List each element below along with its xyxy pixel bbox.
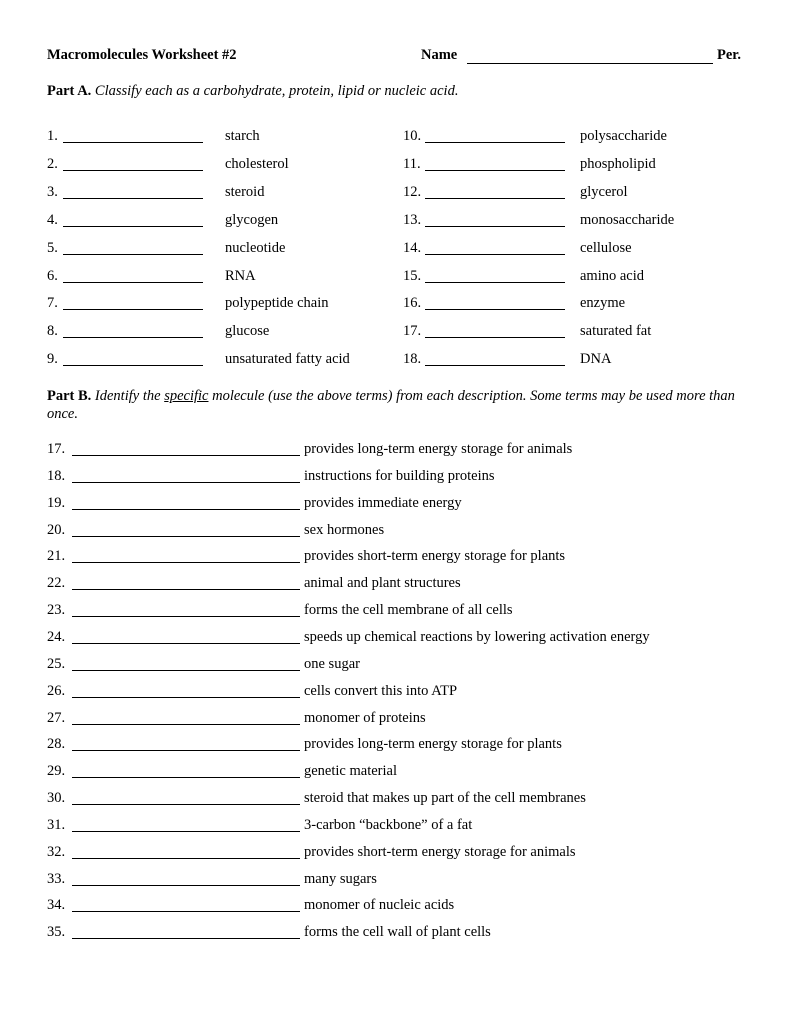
part-b-item xyxy=(47,683,747,703)
term-label: monosaccharide xyxy=(580,211,675,228)
part-a-item xyxy=(403,240,753,260)
description-label: provides immediate energy xyxy=(304,494,462,511)
name-field[interactable] xyxy=(467,63,713,64)
description-label: provides long-term energy storage for plants xyxy=(304,736,562,753)
answer-blank[interactable] xyxy=(72,724,300,725)
answer-blank[interactable] xyxy=(425,226,565,227)
answer-blank[interactable] xyxy=(72,911,300,912)
answer-blank[interactable] xyxy=(72,885,300,886)
part-b-instruction xyxy=(47,387,747,423)
answer-blank[interactable] xyxy=(72,536,300,537)
item-number: 6. xyxy=(47,267,58,284)
part-b-item xyxy=(47,602,747,622)
item-number: 9. xyxy=(47,351,58,368)
answer-blank[interactable] xyxy=(425,365,565,366)
answer-blank[interactable] xyxy=(72,750,300,751)
part-a-item xyxy=(47,268,397,288)
part-a-item xyxy=(403,184,753,204)
description-label: animal and plant structures xyxy=(304,575,461,592)
term-label: DNA xyxy=(580,351,612,368)
item-number: 17. xyxy=(403,323,422,340)
part-b-item xyxy=(47,656,747,676)
term-label: cholesterol xyxy=(225,155,289,172)
part-b-text-after: molecule (use the above terms) from each description. Some terms may be used more than once. xyxy=(47,388,735,422)
item-number: 30. xyxy=(47,790,66,807)
term-label: RNA xyxy=(225,267,256,284)
part-a-instruction xyxy=(47,83,458,100)
answer-blank[interactable] xyxy=(63,170,203,171)
item-number: 2. xyxy=(47,155,58,172)
name-label: Name xyxy=(421,47,458,63)
answer-blank[interactable] xyxy=(72,777,300,778)
part-b-item xyxy=(47,844,747,864)
answer-blank[interactable] xyxy=(63,198,203,199)
item-number: 7. xyxy=(47,295,58,312)
part-b-item xyxy=(47,495,747,515)
part-b-label: Part B. xyxy=(47,388,92,404)
answer-blank[interactable] xyxy=(72,858,300,859)
item-number: 33. xyxy=(47,870,66,887)
part-a-item xyxy=(47,323,397,343)
answer-blank[interactable] xyxy=(72,509,300,510)
item-number: 8. xyxy=(47,323,58,340)
answer-blank[interactable] xyxy=(63,254,203,255)
item-number: 28. xyxy=(47,736,66,753)
part-b-item xyxy=(47,629,747,649)
item-number: 16. xyxy=(403,295,422,312)
part-a-item xyxy=(403,128,753,148)
answer-blank[interactable] xyxy=(425,142,565,143)
answer-blank[interactable] xyxy=(63,337,203,338)
description-label: speeds up chemical reactions by lowering activation energy xyxy=(304,628,650,645)
answer-blank[interactable] xyxy=(72,697,300,698)
term-label: starch xyxy=(225,128,260,144)
answer-blank[interactable] xyxy=(72,482,300,483)
part-b-emphasis: specific xyxy=(164,388,209,404)
part-a-text: Classify each as a carbohydrate, protein, lipid or nucleic acid. xyxy=(94,83,459,99)
part-b-item xyxy=(47,736,747,756)
answer-blank[interactable] xyxy=(63,226,203,227)
worksheet-title: Macromolecules Worksheet #2 xyxy=(47,47,237,63)
term-label: phospholipid xyxy=(580,155,656,172)
answer-blank[interactable] xyxy=(425,282,565,283)
part-a-item xyxy=(403,295,753,315)
item-number: 5. xyxy=(47,239,58,256)
answer-blank[interactable] xyxy=(72,670,300,671)
term-label: glycogen xyxy=(225,211,279,228)
item-number: 31. xyxy=(47,816,66,833)
item-number: 17. xyxy=(47,441,66,457)
description-label: provides long-term energy storage for animals xyxy=(304,441,573,457)
item-number: 35. xyxy=(47,924,66,941)
part-b-item xyxy=(47,897,747,917)
answer-blank[interactable] xyxy=(72,455,300,456)
item-number: 1. xyxy=(47,128,58,144)
description-label: one sugar xyxy=(304,655,360,672)
term-label: cellulose xyxy=(580,239,632,256)
part-b-item xyxy=(47,871,747,891)
item-number: 3. xyxy=(47,183,58,200)
answer-blank[interactable] xyxy=(425,254,565,255)
part-a-item xyxy=(403,268,753,288)
item-number: 20. xyxy=(47,521,66,538)
item-number: 10. xyxy=(403,128,422,144)
part-a-item xyxy=(403,212,753,232)
part-a-item xyxy=(403,351,753,371)
answer-blank[interactable] xyxy=(72,938,300,939)
part-b-item xyxy=(47,575,747,595)
answer-blank[interactable] xyxy=(72,804,300,805)
term-label: amino acid xyxy=(580,267,645,284)
term-label: polysaccharide xyxy=(580,128,667,144)
period-label: Per. xyxy=(717,47,742,63)
item-number: 23. xyxy=(47,602,66,619)
item-number: 13. xyxy=(403,211,422,228)
part-a-item xyxy=(47,351,397,371)
item-number: 4. xyxy=(47,211,58,228)
term-label: glycerol xyxy=(580,183,628,200)
item-number: 32. xyxy=(47,843,66,860)
answer-blank[interactable] xyxy=(425,337,565,338)
item-number: 15. xyxy=(403,267,422,284)
part-a-item xyxy=(47,240,397,260)
item-number: 25. xyxy=(47,655,66,672)
item-number: 29. xyxy=(47,763,66,780)
description-label: monomer of proteins xyxy=(304,709,426,726)
term-label: polypeptide chain xyxy=(225,295,329,312)
item-number: 21. xyxy=(47,548,66,565)
part-b-item xyxy=(47,522,747,542)
part-a-item xyxy=(47,128,397,148)
answer-blank[interactable] xyxy=(63,365,203,366)
item-number: 18. xyxy=(403,351,422,368)
description-label: cells convert this into ATP xyxy=(304,682,458,699)
term-label: nucleotide xyxy=(225,239,286,256)
description-label: provides short-term energy storage for animals xyxy=(304,843,576,860)
part-b-item xyxy=(47,548,747,568)
description-label: many sugars xyxy=(304,870,377,887)
answer-blank[interactable] xyxy=(72,831,300,832)
answer-blank[interactable] xyxy=(72,562,300,563)
term-label: saturated fat xyxy=(580,323,652,340)
description-label: steroid that makes up part of the cell membranes xyxy=(304,790,586,807)
item-number: 12. xyxy=(403,183,422,200)
answer-blank[interactable] xyxy=(425,198,565,199)
part-b-item xyxy=(47,468,747,488)
part-a-item xyxy=(47,156,397,176)
item-number: 26. xyxy=(47,682,66,699)
item-number: 24. xyxy=(47,628,66,645)
item-number: 11. xyxy=(403,155,421,172)
part-b-item xyxy=(47,790,747,810)
part-a-item xyxy=(47,295,397,315)
answer-blank[interactable] xyxy=(72,589,300,590)
answer-blank[interactable] xyxy=(63,142,203,143)
description-label: sex hormones xyxy=(304,521,385,538)
part-b-text-before: Identify the xyxy=(94,388,161,404)
answer-blank[interactable] xyxy=(72,616,300,617)
part-a-label: Part A. xyxy=(47,83,92,99)
description-label: forms the cell wall of plant cells xyxy=(304,924,491,941)
part-b-item xyxy=(47,817,747,837)
item-number: 27. xyxy=(47,709,66,726)
part-a-item xyxy=(47,212,397,232)
description-label: genetic material xyxy=(304,763,397,780)
answer-blank[interactable] xyxy=(425,170,565,171)
description-label: forms the cell membrane of all cells xyxy=(304,602,513,619)
answer-blank[interactable] xyxy=(425,309,565,310)
part-b-item xyxy=(47,924,747,944)
item-number: 14. xyxy=(403,239,422,256)
term-label: unsaturated fatty acid xyxy=(225,351,350,368)
term-label: enzyme xyxy=(580,295,626,312)
answer-blank[interactable] xyxy=(72,643,300,644)
term-label: glucose xyxy=(225,323,270,340)
item-number: 19. xyxy=(47,494,66,511)
part-b-item xyxy=(47,763,747,783)
description-label: provides short-term energy storage for plants xyxy=(304,548,566,565)
item-number: 22. xyxy=(47,575,66,592)
part-a-item xyxy=(403,323,753,343)
description-label: monomer of nucleic acids xyxy=(304,897,455,914)
part-b-item xyxy=(47,441,747,461)
description-label: 3-carbon “backbone” of a fat xyxy=(304,816,473,833)
answer-blank[interactable] xyxy=(63,282,203,283)
term-label: steroid xyxy=(225,183,265,200)
part-a-item xyxy=(403,156,753,176)
part-b-item xyxy=(47,710,747,730)
part-a-item xyxy=(47,184,397,204)
item-number: 34. xyxy=(47,897,66,914)
description-label: instructions for building proteins xyxy=(304,467,495,484)
answer-blank[interactable] xyxy=(63,309,203,310)
item-number: 18. xyxy=(47,467,66,484)
